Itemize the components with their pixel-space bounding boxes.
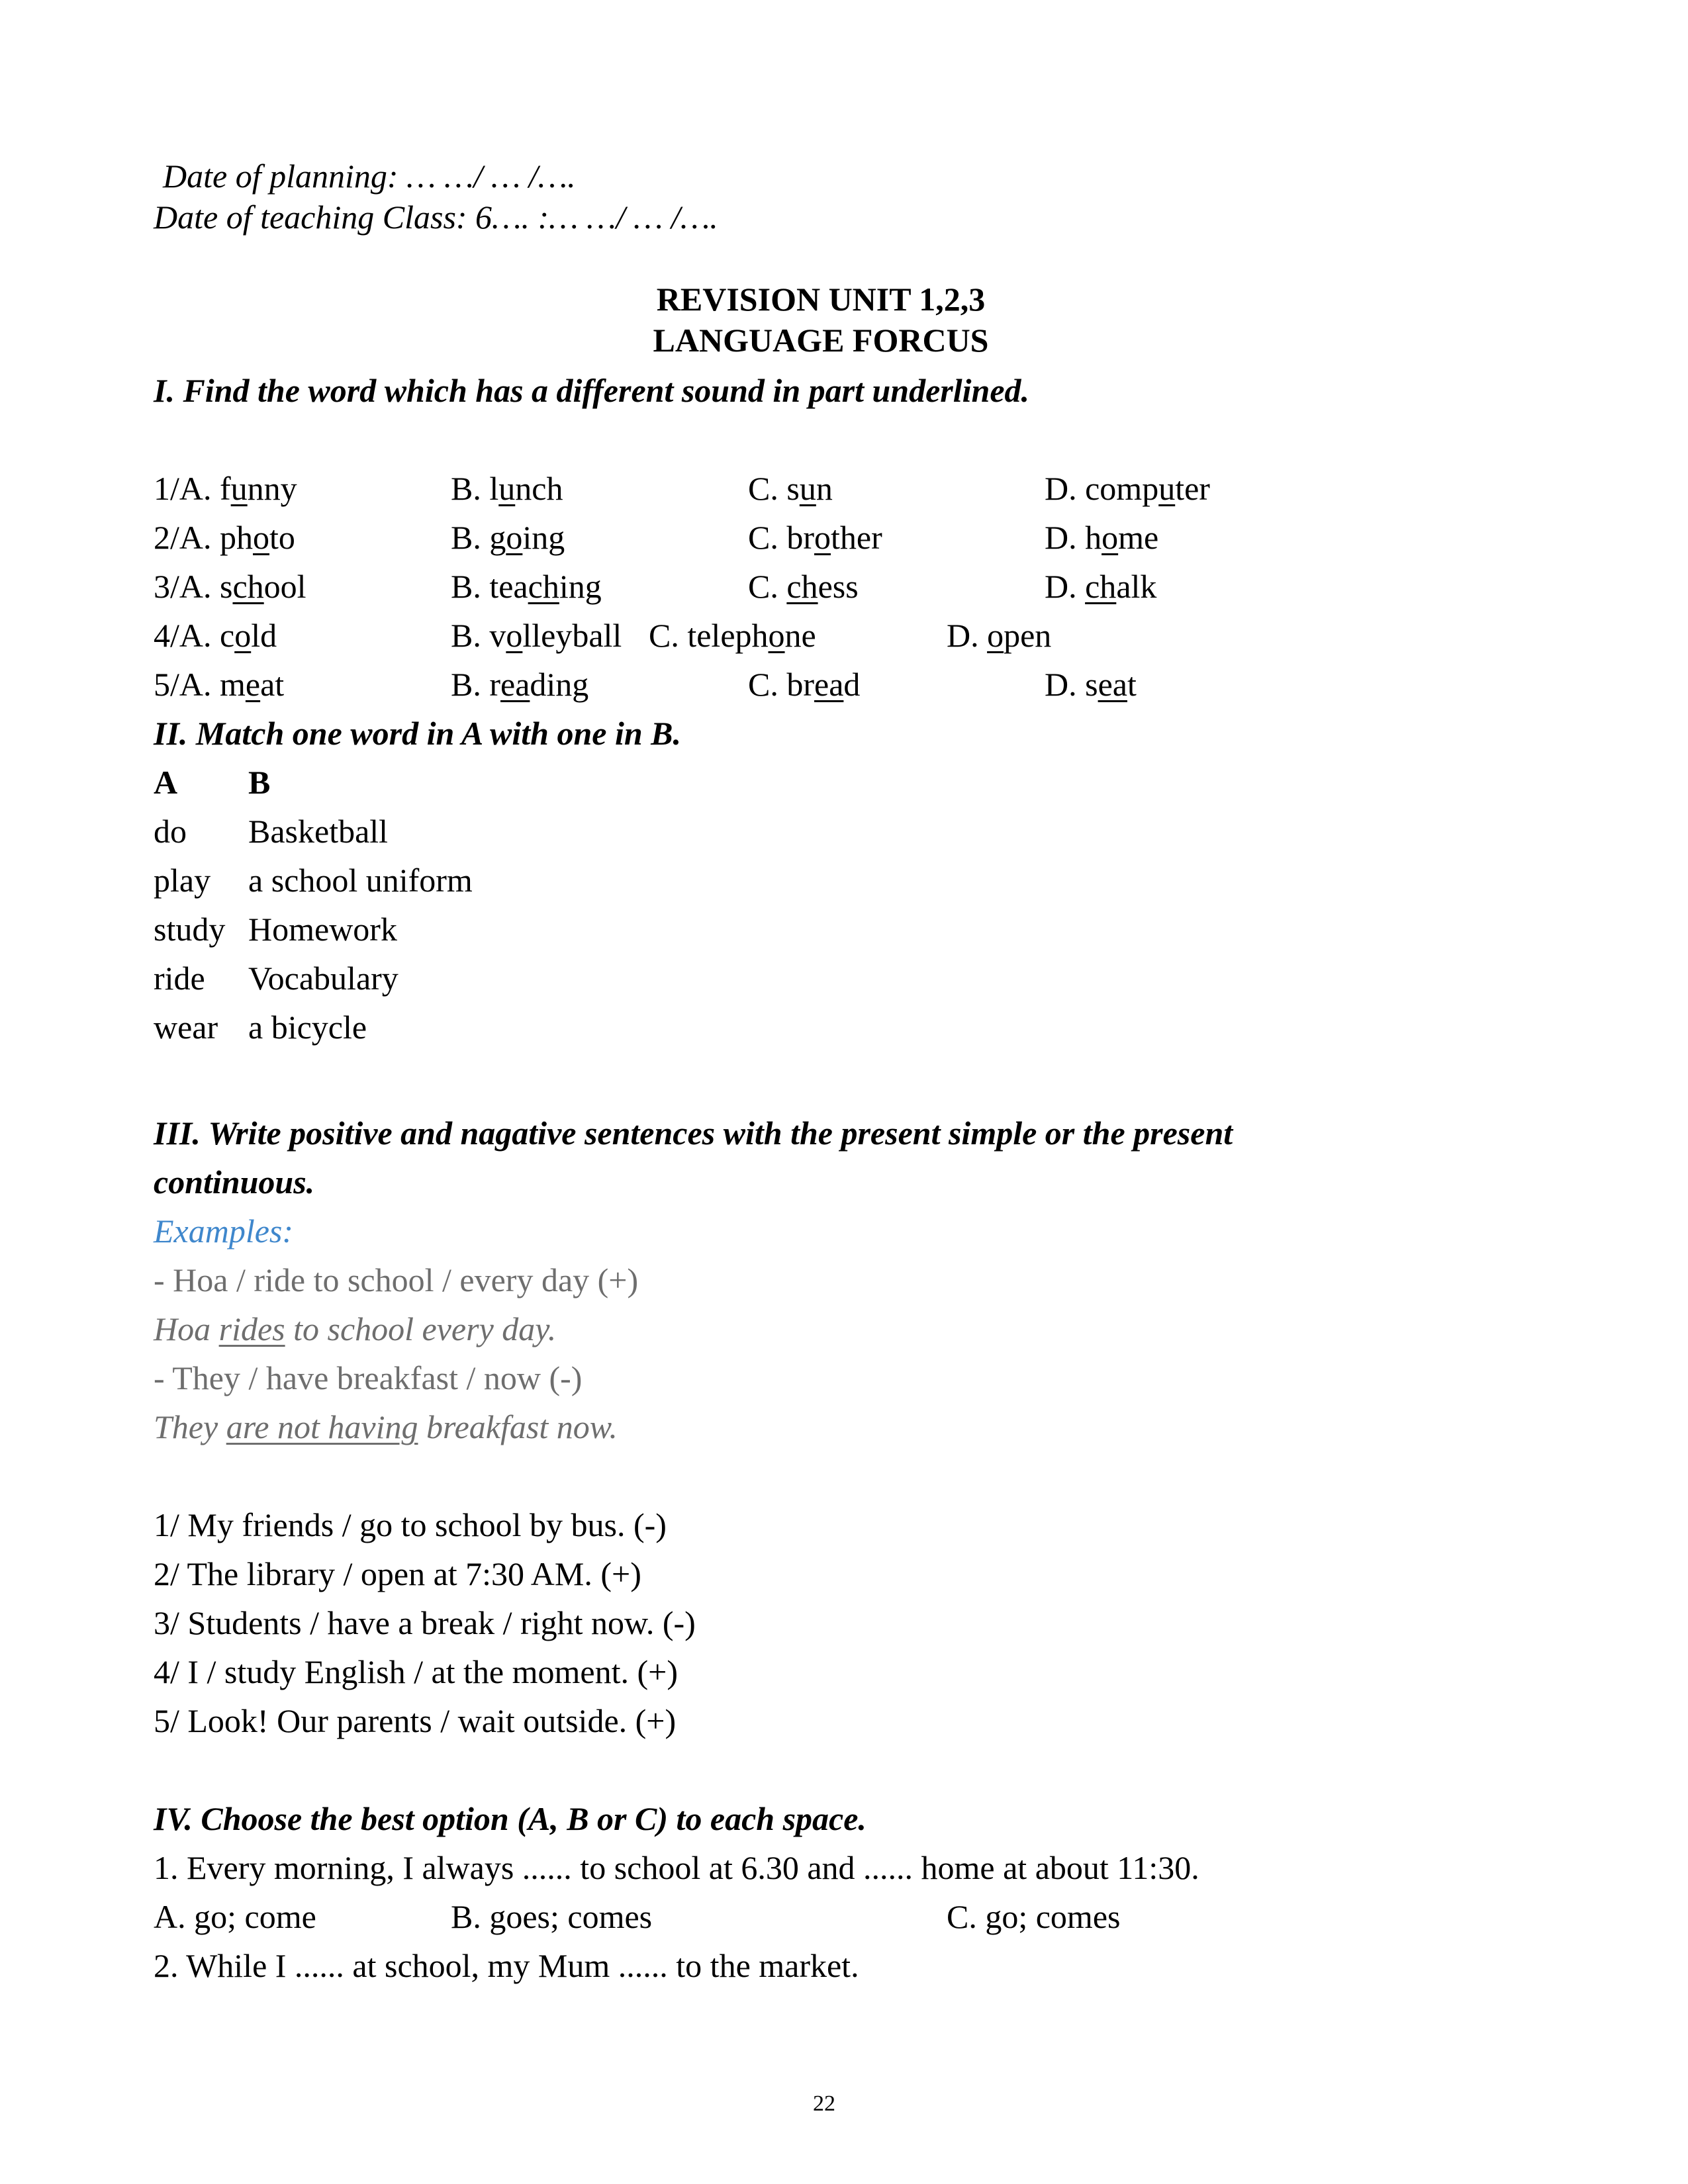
option-1d: D. computer [1045, 470, 1210, 507]
match-b-item: Homework [248, 911, 397, 948]
exercise-item: 5/ Look! Our parents / wait outside. (+) [154, 1702, 677, 1739]
page-number: 22 [813, 2091, 835, 2116]
question-1-option-b: B. goes; comes [451, 1898, 653, 1935]
match-a-item: do [154, 813, 187, 850]
example-2-answer: They are not having breakfast now. [154, 1408, 618, 1445]
match-b-item: Basketball [248, 813, 389, 850]
section-3-heading: III. Write positive and nagative sentences with the present simple or the present [154, 1115, 1233, 1152]
option-1a: 1/A. funny [154, 470, 297, 507]
column-a-header: A [154, 764, 178, 801]
section-4-heading: IV. Choose the best option (A, B or C) to each space. [154, 1800, 867, 1837]
example-1-prompt: - Hoa / ride to school / every day (+) [154, 1261, 639, 1298]
section-1-heading: I. Find the word which has a different sound in part underlined. [154, 372, 1030, 409]
question-1-option-a: A. go; come [154, 1898, 316, 1935]
option-4c: C. telephone [649, 617, 816, 654]
option-2a: 2/A. photo [154, 519, 295, 556]
page-title: REVISION UNIT 1,2,3 [656, 281, 986, 318]
option-3c: C. chess [748, 568, 859, 605]
option-5a: 5/A. meat [154, 666, 285, 703]
match-a-item: wear [154, 1009, 218, 1046]
match-b-item: a school uniform [248, 862, 473, 899]
section-2-heading: II. Match one word in A with one in B. [154, 715, 681, 752]
exercise-item: 3/ Students / have a break / right now. (-) [154, 1604, 696, 1641]
exercise-item: 4/ I / study English / at the moment. (+) [154, 1653, 678, 1690]
match-b-item: Vocabulary [248, 960, 399, 997]
match-a-item: play [154, 862, 211, 899]
question-1-option-c: C. go; comes [947, 1898, 1121, 1935]
option-2b: B. going [451, 519, 565, 556]
exercise-item: 1/ My friends / go to school by bus. (-) [154, 1506, 667, 1543]
match-a-item: study [154, 911, 226, 948]
option-5b: B. reading [451, 666, 589, 703]
option-5c: C. bread [748, 666, 861, 703]
option-2d: D. home [1045, 519, 1159, 556]
option-5d: D. seat [1045, 666, 1137, 703]
section-3-heading-cont: continuous. [154, 1163, 315, 1201]
example-1-answer: Hoa rides to school every day. [154, 1310, 557, 1347]
examples-label: Examples: [154, 1212, 294, 1250]
column-b-header: B [248, 764, 271, 801]
option-1c: C. sun [748, 470, 833, 507]
date-of-planning: Date of planning: … …/ … /…. [163, 158, 576, 195]
option-1b: B. lunch [451, 470, 563, 507]
option-2c: C. brother [748, 519, 882, 556]
match-a-item: ride [154, 960, 205, 997]
option-3d: D. chalk [1045, 568, 1157, 605]
match-b-item: a bicycle [248, 1009, 367, 1046]
question-1: 1. Every morning, I always ...... to school at 6.30 and ...... home at about 11:30. [154, 1849, 1199, 1886]
example-2-prompt: - They / have breakfast / now (-) [154, 1359, 583, 1396]
question-2: 2. While I ...... at school, my Mum ...... to the market. [154, 1947, 859, 1984]
option-4d: D. open [947, 617, 1052, 654]
date-of-teaching: Date of teaching Class: 6…. :… …/ … /…. [154, 199, 718, 236]
exercise-item: 2/ The library / open at 7:30 AM. (+) [154, 1555, 641, 1592]
option-3a: 3/A. school [154, 568, 306, 605]
option-4a: 4/A. cold [154, 617, 277, 654]
page-subtitle: LANGUAGE FORCUS [653, 322, 989, 359]
option-4b: B. volleyball [451, 617, 622, 654]
option-3b: B. teaching [451, 568, 602, 605]
